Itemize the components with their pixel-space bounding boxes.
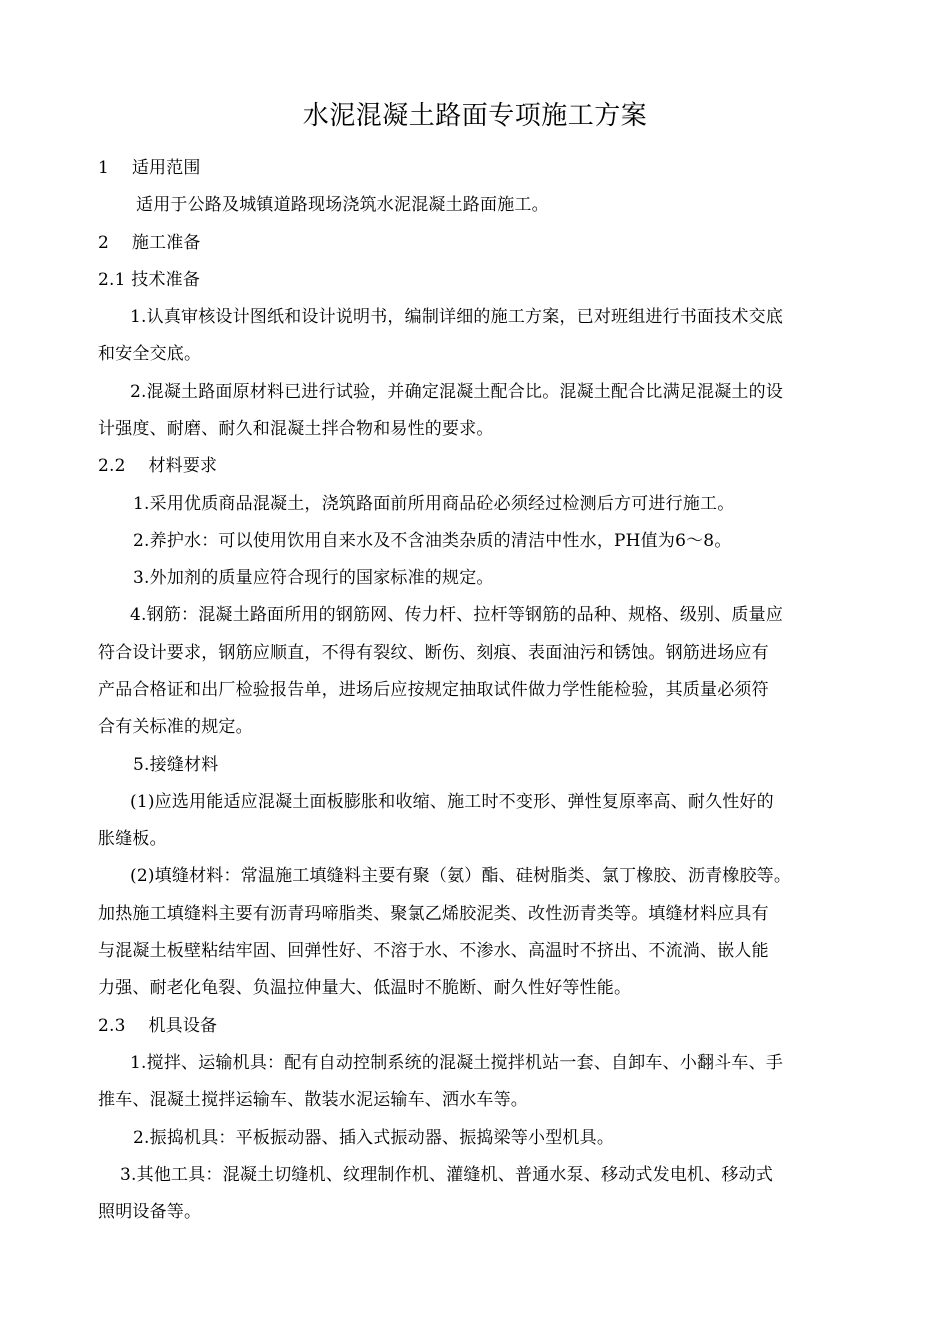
paragraph-line: 与混凝土板壁粘结牢固、回弹性好、不溶于水、不渗水、高温时不挤出、不流淌、嵌人能 (98, 941, 769, 961)
paragraph-line: (2)填缝材料：常温施工填缝料主要有聚（氨）酯、硅树脂类、氯丁橡胶、沥青橡胶等。 (130, 866, 792, 886)
paragraph-line: 和安全交底。 (98, 344, 202, 364)
paragraph-line: 胀缝板。 (98, 829, 167, 849)
subsection-heading-2-1: 2.1 技术准备 (98, 270, 201, 290)
section-heading-1: 1 适用范围 (98, 158, 201, 178)
paragraph-line: 符合设计要求，钢筋应顺直，不得有裂纹、断伤、刻痕、表面油污和锈蚀。钢筋进场应有 (98, 643, 769, 663)
paragraph-line: 产品合格证和出厂检验报告单，进场后应按规定抽取试件做力学性能检验，其质量必须符 (98, 680, 769, 700)
paragraph-line: 照明设备等。 (98, 1202, 202, 1222)
paragraph-line: 2.混凝土路面原材料已进行试验，并确定混凝土配合比。混凝土配合比满足混凝土的设 (130, 382, 784, 402)
paragraph-line: 3.外加剂的质量应符合现行的国家标准的规定。 (133, 568, 494, 588)
paragraph-line: 力强、耐老化龟裂、负温拉伸量大、低温时不脆断、耐久性好等性能。 (98, 978, 632, 998)
paragraph-line: 2.振捣机具：平板振动器、插入式振动器、振捣梁等小型机具。 (133, 1128, 615, 1148)
paragraph-line: 3.其他工具：混凝土切缝机、纹理制作机、灌缝机、普通水泵、移动式发电机、移动式 (120, 1165, 774, 1185)
document-title: 水泥混凝土路面专项施工方案 (302, 101, 648, 131)
paragraph-line: 加热施工填缝料主要有沥青玛啼脂类、聚氯乙烯胶泥类、改性沥青类等。填缝材料应具有 (98, 904, 769, 924)
subsection-heading-2-3: 2.3 机具设备 (98, 1016, 218, 1036)
paragraph-line: (1)应选用能适应混凝土面板膨胀和收缩、施工时不变形、弹性复原率高、耐久性好的 (130, 792, 774, 812)
paragraph-line: 1.认真审核设计图纸和设计说明书，编制详细的施工方案，已对班组进行书面技术交底 (130, 307, 784, 327)
paragraph-line: 1.搅拌、运输机具：配有自动控制系统的混凝土搅拌机站一套、自卸车、小翻斗车、手 (130, 1053, 784, 1073)
section-heading-2: 2 施工准备 (98, 233, 201, 253)
paragraph-line: 合有关标准的规定。 (98, 717, 253, 737)
paragraph-line: 5.接缝材料 (133, 755, 219, 775)
paragraph-line: 1.采用优质商品混凝土，浇筑路面前所用商品砼必须经过检测后方可进行施工。 (133, 494, 735, 514)
paragraph-line: 计强度、耐磨、耐久和混凝土拌合物和易性的要求。 (98, 419, 494, 439)
paragraph-line: 推车、混凝土搅拌运输车、散装水泥运输车、洒水车等。 (98, 1090, 528, 1110)
paragraph-line: 适用于公路及城镇道路现场浇筑水泥混凝土路面施工。 (136, 195, 549, 215)
paragraph-line: 2.养护水：可以使用饮用自来水及不含油类杂质的清洁中性水，PH值为6～8。 (133, 531, 732, 551)
subsection-heading-2-2: 2.2 材料要求 (98, 456, 218, 476)
paragraph-line: 4.钢筋：混凝土路面所用的钢筋网、传力杆、拉杆等钢筋的品种、规格、级别、质量应 (130, 605, 784, 625)
